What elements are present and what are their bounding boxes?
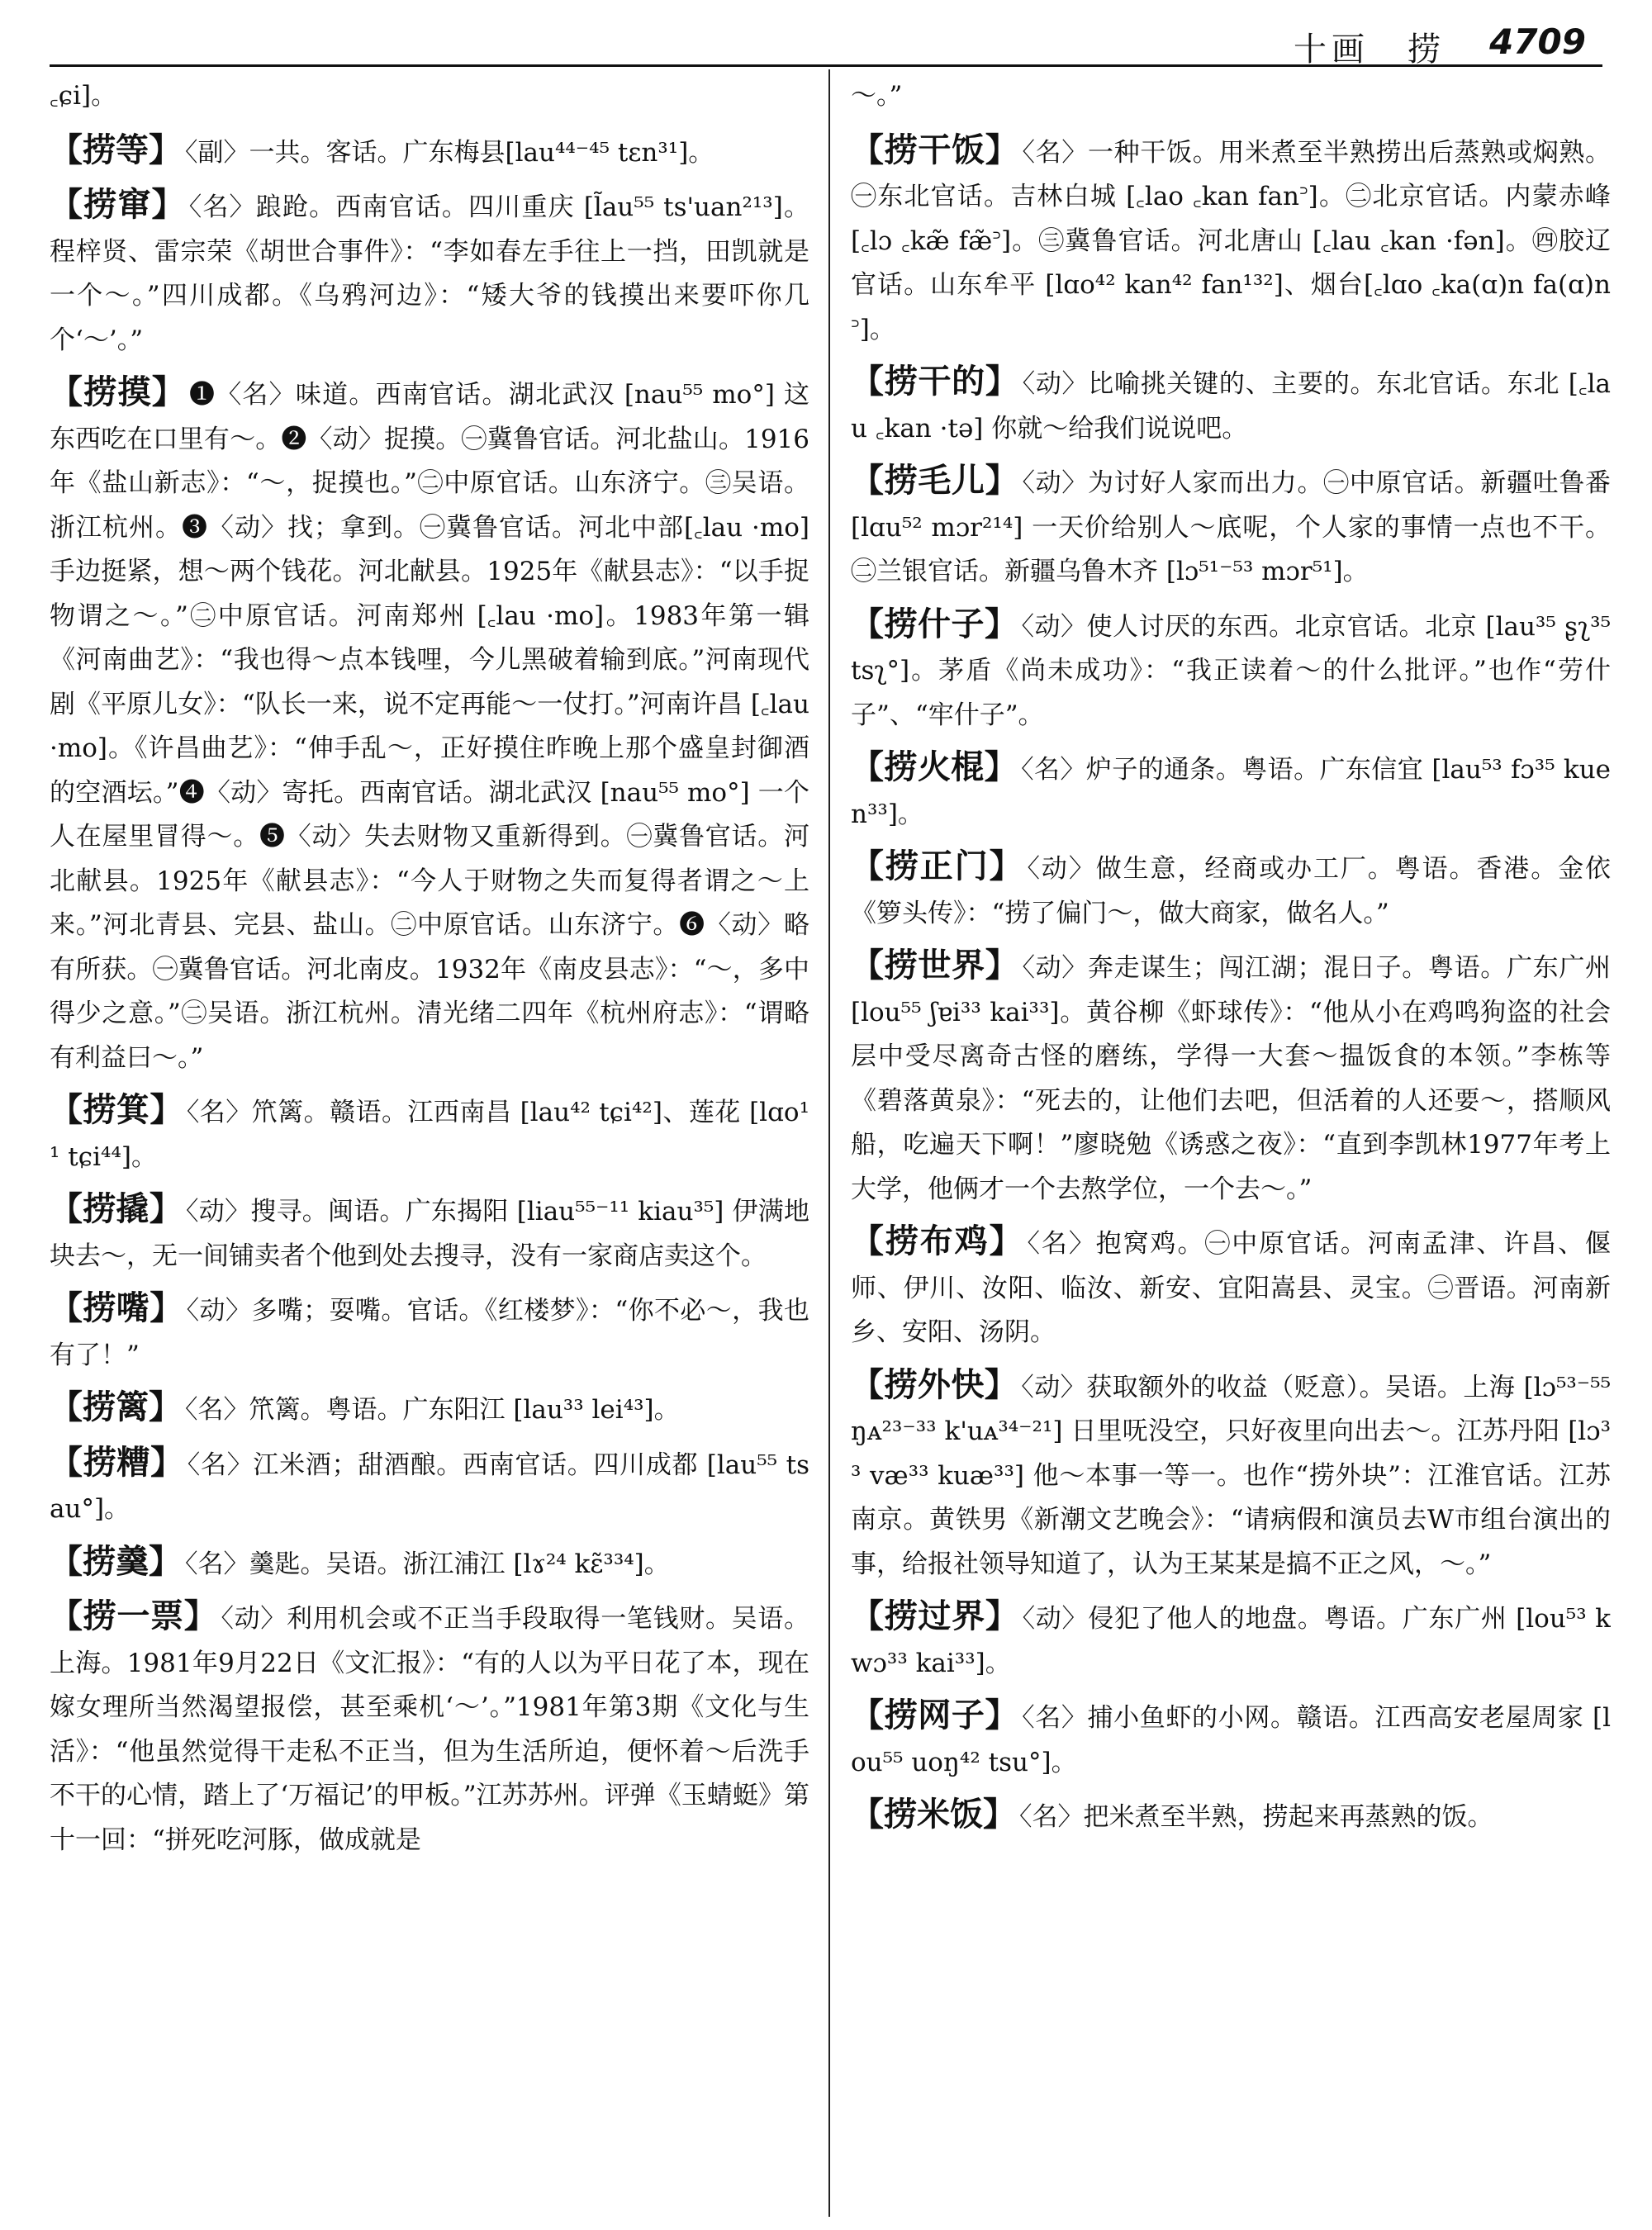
entry-headword: 【捞干的】 [851, 363, 1019, 401]
right-column [851, 74, 1611, 2222]
entry-definition: ❶〈名〉味道。西南官话。湖北武汉 [nau⁵⁵ mo°] 这东西吃在口里有～。❷〈动〉捉摸。㊀冀鲁官话。河北盐山。1916年《盐山新志》：“～，捉摸也。”㊁中原官话。山东济宁。㊂吴语。浙江杭州。❸〈动〉找；拿到。㊀冀鲁官话。河北中部[꜀lau ·mo] 手边挺紧，想～两个钱花。河北献县。1925年《献县志》：“以手捉物谓之～。”㊁中原官话。河南郑州 [꜀lau ·mo]。1983年第一辑《河南曲艺》：“我也得～点本钱哩，今儿黑破着输到底。”河南现代剧《平原儿女》：“队长一来，说不定再能～一仗打。”河南许昌 [꜀lau ·mo]。《许昌曲艺》：“伸手乱～，正好摸住昨晚上那个盛皇封御酒的空酒坛。”❹〈动〉寄托。西南官话。湖北武汉 [nau⁵⁵ mo°] 一个人在屋里冒得～。❺〈动〉失去财物又重新得到。㊀冀鲁官话。河北献县。1925年《献县志》：“今人于财物之失而复得者谓之～上来。”河北青县、完县、盐山。㊁中原官话。山东济宁。❻〈动〉略有所获。㊀冀鲁官话。河北南皮。1932年《南皮县志》：“～，多中得少之意。”㊁吴语。浙江杭州。清光绪二四年《杭州府志》：“谓略有利益曰～。” [50, 380, 809, 1073]
dictionary-entry [50, 1595, 809, 1862]
entry-definition: 〈副〉一共。客话。广东梅县[lau⁴⁴⁻⁴⁵ tɛn³¹]。 [185, 137, 714, 168]
entry-definition: 〈名〉笊篱。粤语。广东阳江 [lau³³ lei⁴³]。 [185, 1395, 680, 1425]
dictionary-entry [50, 1089, 809, 1179]
entry-headword: 【捞世界】 [851, 947, 1019, 985]
header-rule [50, 64, 1602, 67]
dictionary-entry [50, 1540, 809, 1587]
dictionary-entry [50, 1287, 809, 1378]
dictionary-entry [50, 129, 809, 176]
entry-definition: 〈动〉侵犯了他人的地盘。粤语。广东广州 [lou⁵³ kwɔ³³ kai³³]。 [851, 1604, 1611, 1678]
entry-definition: 〈名〉把米煮至半熟，捞起来再蒸熟的饭。 [1019, 1802, 1493, 1832]
entry-headword: 【捞正门】 [851, 847, 1024, 885]
page-number: 4709 [1489, 21, 1586, 62]
dictionary-entry [50, 1386, 809, 1433]
entry-headword: 【捞干饭】 [851, 130, 1019, 169]
entry-headword: 【捞毛儿】 [851, 462, 1019, 500]
entry-headword: 【捞一票】 [50, 1597, 218, 1635]
entry-definition: 〈名〉捕小鱼虾的小网。赣语。江西高安老屋周家 [lou⁵⁵ uoŋ⁴² tsu°]。 [851, 1703, 1611, 1777]
dictionary-entry [851, 129, 1611, 353]
entry-definition: 〈动〉为讨好人家而出力。㊀中原官话。新疆吐鲁番 [lɑu⁵² mɔr²¹⁴] 一天价给别人～底呢，个人家的事情一点也不干。㊁兰银官话。新疆乌鲁木齐 [lɔ⁵¹⁻⁵³ mɔr⁵¹]。 [851, 468, 1611, 586]
entry-definition: 〈名〉炉子的通条。粤语。广东信宜 [lau⁵³ fɔ³⁵ kuen³³]。 [851, 755, 1611, 829]
entry-definition: 〈名〉笊篱。赣语。江西南昌 [lau⁴² tɕi⁴²]、莲花 [lɑo¹¹ tɕi⁴⁴]。 [50, 1098, 809, 1172]
dictionary-entry [851, 1595, 1611, 1686]
entry-definition: 〈名〉羹匙。吴语。浙江浦江 [lɤ²⁴ kɛ̃³³⁴]。 [185, 1549, 670, 1579]
entry-definition: 〈动〉获取额外的收益（贬意）。吴语。上海 [lɔ⁵³⁻⁵⁵ ŋᴀ²³⁻³³ k'uᴀ³⁴⁻²¹] 日里呒没空，只好夜里向出去～。江苏丹阳 [lɔ³³ væ³³ kuæ³³] 他～本事一等一。也作“捞外块”：江淮官话。江苏南京。黄铁男《新潮文艺晚会》：“请病假和演员去W市组台演出的事，给报社领导知道了，认为王某某是搞不正之风，～。” [851, 1372, 1611, 1579]
dictionary-entry [50, 1441, 809, 1532]
entry-headword: 【捞过界】 [851, 1597, 1019, 1635]
entry-headword: 【捞嘴】 [50, 1289, 183, 1327]
dictionary-entry [851, 459, 1611, 595]
entry-headword: 【捞米饭】 [851, 1796, 1016, 1834]
continued-entry-text [50, 74, 809, 119]
entry-headword: 【捞什子】 [851, 605, 1018, 643]
entry-definition: 〈名〉踉跄。西南官话。四川重庆 [l̃au⁵⁵ ts'uan²¹³]。程梓贤、雷宗荣《胡世合事件》：“李如春左手往上一挡，田凯就是一个～。”四川成都。《乌鸦河边》：“矮大爷的钱摸出来要吓你几个‘～’。” [50, 192, 809, 355]
left-column [50, 74, 809, 2222]
entry-headword: 【捞羹】 [50, 1542, 182, 1581]
entry-headword: 【捞箕】 [50, 1091, 183, 1129]
entry-headword: 【捞撬】 [50, 1190, 183, 1228]
entry-definition: 〈动〉使人讨厌的东西。北京官话。北京 [lau³⁵ ʂʅ³⁵ tsʅ°]。茅盾《尚未成功》：“我正读着～的什么批评。”也作“劳什子”、“牢什子”。 [851, 611, 1611, 730]
entry-definition: 〈动〉做生意，经商或办工厂。粤语。香港。金依《箩头传》：“捞了偏门～，做大商家，做名人。” [851, 854, 1611, 928]
dictionary-entry [851, 746, 1611, 837]
entry-definition: ꜀ɕi]。 [50, 81, 117, 111]
dictionary-entry [851, 360, 1611, 451]
entry-headword: 【捞布鸡】 [851, 1222, 1024, 1260]
entry-headword: 【捞摸】 [50, 373, 186, 411]
running-head: 十画 捞 [1294, 31, 1446, 69]
dictionary-entry [851, 944, 1611, 1212]
entry-definition: 〈动〉多嘴；耍嘴。官话。《红楼梦》：“你不必～，我也有了！” [50, 1296, 809, 1370]
entry-headword: 【捞等】 [50, 130, 182, 169]
entry-definition: ～。” [851, 81, 903, 111]
dictionary-entry [50, 1188, 809, 1279]
entry-headword: 【捞糟】 [50, 1443, 184, 1482]
dictionary-entry [851, 1793, 1611, 1840]
entry-headword: 【捞网子】 [851, 1696, 1019, 1734]
entry-headword: 【捞窜】 [50, 186, 186, 224]
column-divider [828, 69, 830, 2217]
entry-headword: 【捞火棍】 [851, 748, 1018, 786]
dictionary-entry [851, 1364, 1611, 1587]
entry-definition: 〈名〉一种干饭。用米煮至半熟捞出后蒸熟或焖熟。㊀东北官话。吉林白城 [꜀lao ꜀kan fan꜄]。㊁北京官话。内蒙赤峰 [꜀lɔ ꜀kæ̃ fæ̃꜄]。㊂冀鲁官话。河北唐山 [꜀lau ꜀kan ·fən]。㊃胶辽官话。山东牟平 [lɑo⁴² kan⁴² fan¹³²]、烟台[꜀lɑo ꜀ka(ɑ)n fa(ɑ)n꜄]。 [851, 137, 1611, 344]
entry-definition: 〈动〉比喻挑关键的、主要的。东北官话。东北 [꜀lau ꜀kan ·tə] 你就～给我们说说吧。 [851, 369, 1611, 444]
entry-headword: 【捞外快】 [851, 1365, 1018, 1404]
page-header [50, 15, 1602, 69]
dictionary-entry [50, 371, 809, 1080]
dictionary-entry [50, 183, 809, 363]
dictionary-entry [851, 1220, 1611, 1355]
entry-definition: 〈动〉奔走谋生；闯江湖；混日子。粤语。广东广州 [lou⁵⁵ ʃɐi³³ kai³³]。黄谷柳《虾球传》：“他从小在鸡鸣狗盗的社会层中受尽离奇古怪的磨练，学得一大套～揾饭食的本领。”李栋等《碧落黄泉》：“死去的，让他们去吧，但活着的人还要～，搭顺风船，吃遍天下啊！”廖晓勉《诱惑之夜》：“直到李凯林1977年考上大学，他俩才一个去熬学位，一个去～。” [851, 953, 1611, 1204]
entry-definition: 〈动〉搜寻。闽语。广东揭阳 [liau⁵⁵⁻¹¹ kiau³⁵] 伊满地块去～，无一间铺卖者个他到处去搜寻，没有一家商店卖这个。 [50, 1197, 809, 1271]
entry-definition: 〈名〉江米酒；甜酒酿。西南官话。四川成都 [lau⁵⁵ tsau°]。 [50, 1450, 809, 1524]
entry-headword: 【捞篱】 [50, 1388, 182, 1426]
dictionary-entry [851, 845, 1611, 936]
continued-entry-text [851, 74, 1611, 119]
dictionary-entry [851, 603, 1611, 738]
entry-definition: 〈名〉抱窝鸡。㊀中原官话。河南孟津、许昌、偃师、伊川、汝阳、临汝、新安、宜阳嵩县、灵宝。㊁晋语。河南新乡、安阳、汤阴。 [851, 1229, 1611, 1347]
entry-definition: 〈动〉利用机会或不正当手段取得一笔钱财。吴语。上海。1981年9月22日《文汇报》：“有的人以为平日花了本，现在嫁女理所当然渴望报偿，甚至乘机‘～’。”1981年第3期《文化与生活》：“他虽然觉得干走私不正当，但为生活所迫，便怀着～后洗手不干的心情，踏上了‘万福记’的甲板。”江苏苏州。评弹《玉蜻蜓》第十一回：“拼死吃河豚，做成就是 [50, 1604, 809, 1855]
dictionary-entry [851, 1694, 1611, 1785]
